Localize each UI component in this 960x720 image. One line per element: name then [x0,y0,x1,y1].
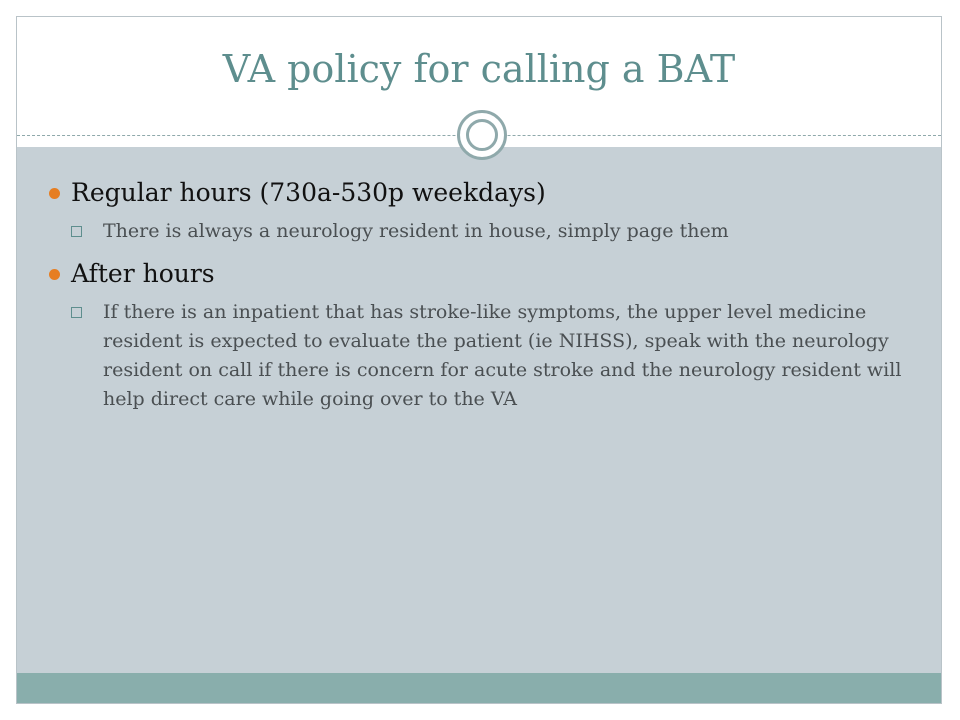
sub-bullet-item [49,298,909,414]
bullet-text: Regular hours (730a-530p weekdays) [71,178,546,207]
sub-bullet-item [49,217,909,246]
bullet-item [49,177,909,209]
bullet-text: After hours [71,259,215,288]
ring-ornament-icon [457,110,507,160]
footer-band [17,673,941,703]
sub-bullet-text: There is always a neurology resident in house, simply page them [103,220,729,242]
slide-title: VA policy for calling a BAT [222,47,736,91]
square-bullet-icon [71,307,82,318]
slide [16,16,942,704]
bullet-dot-icon [49,269,60,280]
square-bullet-icon [71,226,82,237]
sub-bullet-text: If there is an inpatient that has stroke-like symptoms, the upper level medicine resident is expected to evaluate the patient (ie NIHSS), speak with the neurology resident on call if there is concern for acute stroke and the neurology resident will help direct care while going over to the VA [103,301,902,410]
bullet-list [49,177,909,414]
bullet-item [49,258,909,290]
bullet-dot-icon [49,188,60,199]
ring-inner-icon [466,119,498,151]
